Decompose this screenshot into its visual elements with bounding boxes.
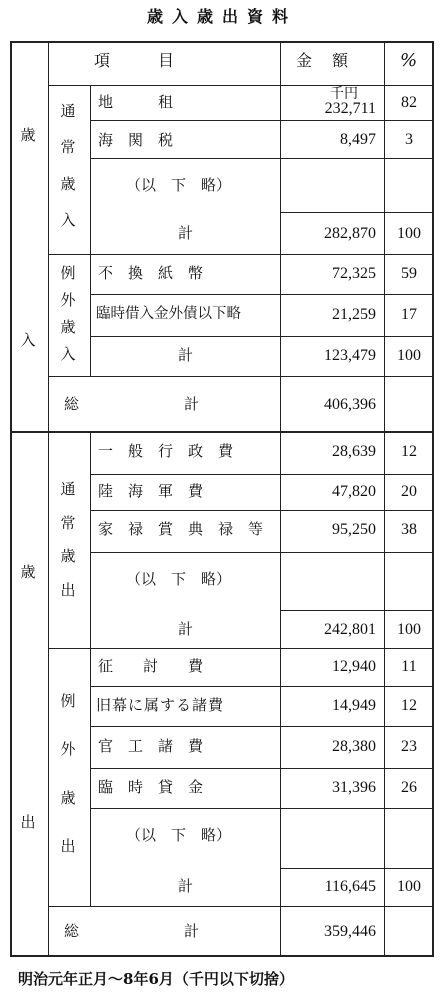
row-divider (90, 808, 434, 809)
subtotal-amount: 116,645 (324, 878, 376, 895)
row-divider (90, 726, 434, 727)
expenditure-row-percent: 12 (401, 697, 417, 714)
table-border-left (10, 41, 12, 957)
expenditure-row-amount: 28,380 (332, 738, 376, 755)
revenue-row-name: 不 換 紙 幣 (98, 264, 204, 282)
omitted-note: （以 下 略） (126, 570, 232, 588)
revenue-row-amount: 72,325 (332, 265, 376, 282)
expenditure-row-amount: 31,396 (332, 779, 376, 796)
row-divider (90, 686, 434, 687)
row-divider (90, 474, 434, 475)
subtotal-percent: 100 (397, 878, 421, 895)
expenditure-row-amount: 12,940 (332, 658, 376, 675)
omitted-note: （以 下 略） (126, 826, 232, 844)
subtotal-percent: 100 (397, 225, 421, 242)
row-divider (90, 552, 434, 553)
row-divider (48, 254, 434, 255)
expenditure-row-percent: 11 (401, 658, 417, 675)
expenditure-row-name: 官 工 諸 費 (98, 737, 204, 755)
page-title: 歳入歳出資料 (146, 7, 297, 26)
expenditure-row-percent: 20 (401, 483, 417, 500)
subtotal-label: 計 (178, 224, 194, 242)
row-divider (90, 294, 434, 295)
expenditure-row-percent: 26 (401, 779, 417, 796)
subtotal-label: 計 (178, 877, 194, 895)
omitted-note: （以 下 略） (126, 176, 232, 194)
grand-total-label: 総 計 (64, 922, 200, 940)
revenue-label (20, 128, 36, 348)
row-divider (90, 768, 434, 769)
row-divider (280, 212, 434, 213)
ordinary-expenditure-label: 通 常 歳 出 (60, 480, 76, 599)
header-item: 項 目 (94, 51, 175, 70)
expenditure-row-amount: 47,820 (332, 483, 376, 500)
expenditure-row-amount: 95,250 (332, 521, 376, 538)
expenditure-row-name: 一 般 行 政 費 (98, 442, 234, 460)
footnote: 明治元年正月～8年6月（千円以下切捨） (18, 970, 294, 988)
expenditure-row-name: 家 禄 賞 典 禄 等 (98, 520, 264, 538)
row-divider (48, 906, 434, 907)
expenditure-row-amount: 28,639 (332, 443, 376, 460)
expenditure-row-name: 旧幕に属する諸費 (96, 696, 225, 714)
header-percent: % (400, 50, 418, 71)
column-divider (90, 431, 91, 906)
grand-total-amount: 359,446 (324, 923, 376, 940)
row-divider (48, 376, 434, 377)
expenditure-row-percent: 38 (401, 521, 417, 538)
subtotal-percent: 100 (397, 347, 421, 364)
revenue-row-name: 海 関 税 (98, 131, 174, 149)
expenditure-row-amount: 14,949 (332, 697, 376, 714)
grand-total-amount: 406,396 (324, 396, 376, 413)
row-divider (48, 648, 434, 649)
revenue-row-percent: 3 (405, 131, 413, 148)
subtotal-amount: 282,870 (324, 225, 376, 242)
section-divider (10, 431, 434, 433)
revenue-row-amount: 232,711 (324, 100, 376, 117)
header-amount: 金 額 (296, 51, 351, 70)
expenditure-char-1: 歳 (20, 563, 36, 581)
expenditure-char-2: 出 (20, 813, 36, 831)
revenue-row-percent: 82 (401, 94, 417, 111)
extraordinary-expenditure-label: 例 外 歳 出 (60, 692, 76, 855)
subtotal-percent: 100 (397, 621, 421, 638)
grand-total-label: 総 計 (64, 395, 200, 413)
row-divider (90, 158, 434, 159)
column-divider (90, 85, 91, 376)
expenditure-row-name: 征 討 費 (98, 657, 204, 675)
expenditure-row-name: 臨 時 貸 金 (98, 778, 204, 796)
row-divider (280, 610, 434, 611)
unit-label: 千円 (330, 86, 358, 102)
table-border-bottom (10, 955, 434, 957)
column-divider (48, 41, 49, 957)
subtotal-label: 計 (178, 346, 194, 364)
row-divider (90, 510, 434, 511)
subtotal-amount: 123,479 (324, 347, 376, 364)
revenue-row-name: 臨時借入金外債以下略 (96, 306, 241, 322)
ordinary-revenue-label: 通 常 歳 入 (60, 102, 76, 229)
row-divider (48, 85, 434, 86)
row-divider (90, 336, 434, 337)
subtotal-label: 計 (178, 620, 194, 638)
revenue-row-amount: 8,497 (340, 131, 376, 148)
revenue-row-percent: 59 (401, 265, 417, 282)
subtotal-amount: 242,801 (324, 621, 376, 638)
table-border-top (10, 41, 434, 43)
column-divider (280, 41, 281, 957)
row-divider (280, 868, 434, 869)
expenditure-row-name: 陸 海 軍 費 (98, 482, 204, 500)
revenue-row-percent: 17 (401, 306, 417, 323)
extraordinary-revenue-label: 例 外 歳 入 (60, 264, 76, 363)
expenditure-label (20, 565, 36, 830)
expenditure-row-percent: 23 (401, 738, 417, 755)
revenue-row-amount: 21,259 (332, 306, 376, 323)
revenue-row-name: 地 租 (98, 93, 174, 111)
row-divider (90, 120, 434, 121)
revenue-char-2: 入 (20, 331, 36, 349)
expenditure-row-percent: 12 (401, 443, 417, 460)
revenue-char-1: 歳 (20, 126, 36, 144)
